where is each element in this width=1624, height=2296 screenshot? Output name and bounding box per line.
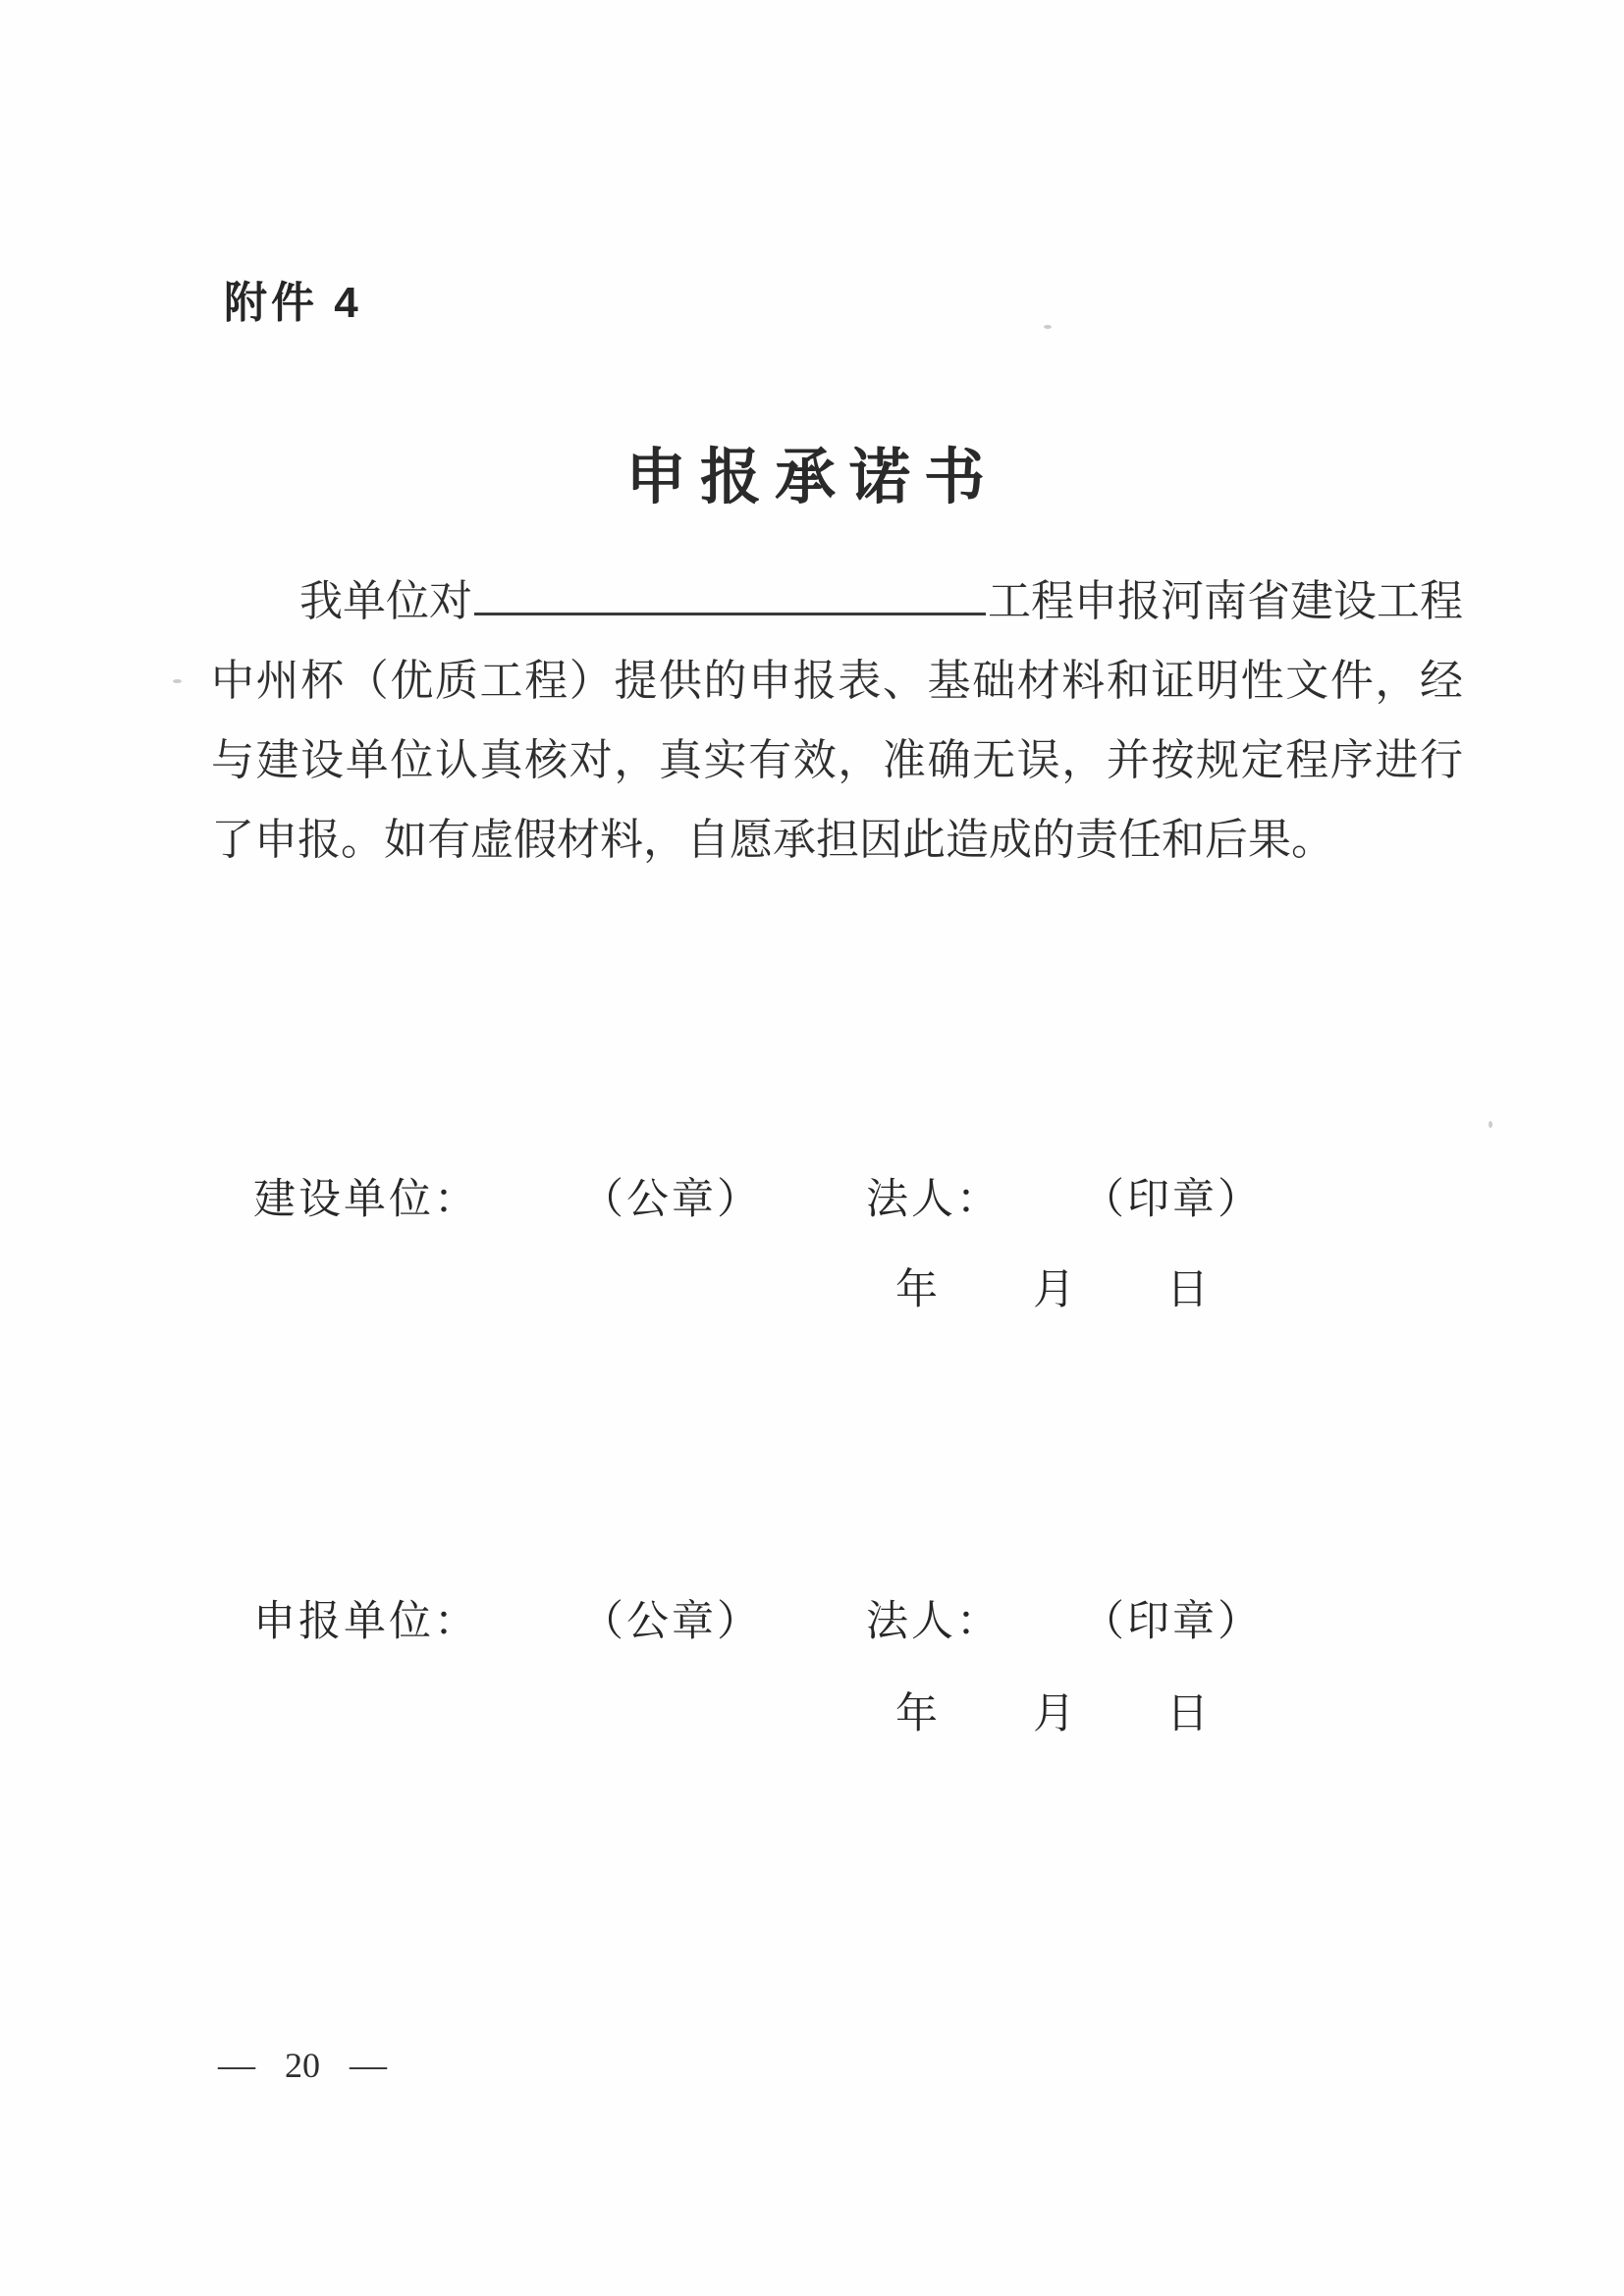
declaring-unit-legal-person-label: 法人： bbox=[866, 1599, 1001, 1645]
declaring-unit-year-label: 年 bbox=[895, 1691, 938, 1737]
declaring-unit-day-label: 日 bbox=[1166, 1691, 1209, 1737]
project-name-blank-field bbox=[474, 564, 986, 615]
construction-unit-day-label: 日 bbox=[1166, 1267, 1209, 1313]
scan-speck bbox=[1044, 325, 1052, 329]
declaration-paragraph bbox=[211, 561, 1463, 880]
paragraph-line-1 bbox=[211, 561, 1463, 641]
paragraph-line-4: 了申报。如有虚假材料，自愿承担因此造成的责任和后果。 bbox=[211, 816, 1334, 864]
construction-unit-date-row bbox=[0, 1256, 1624, 1311]
declaring-unit-official-seal-label: （公章） bbox=[581, 1599, 762, 1645]
declaring-unit-signature-row bbox=[0, 1588, 1624, 1647]
line1-prefix-text: 我单位对 bbox=[299, 577, 472, 625]
paragraph-line-2: 中州杯（优质工程）提供的申报表、基础材料和证明性文件，经 bbox=[211, 657, 1463, 705]
paragraph-line-3: 与建设单位认真核对，真实有效，准确无误，并按规定程序进行 bbox=[211, 736, 1463, 784]
footer-left-dash: — bbox=[218, 2045, 255, 2086]
page-title: 申报承诺书 bbox=[624, 445, 999, 511]
attachment-label: 附件 4 bbox=[224, 279, 362, 327]
scan-speck bbox=[1489, 1121, 1492, 1128]
construction-unit-label: 建设单位： bbox=[253, 1177, 479, 1223]
footer-right-dash: — bbox=[350, 2045, 387, 2086]
construction-unit-official-seal-label: （公章） bbox=[581, 1177, 762, 1223]
construction-unit-legal-person-label: 法人： bbox=[866, 1177, 1001, 1223]
page-footer bbox=[218, 2044, 387, 2087]
declaring-unit-date-row bbox=[0, 1681, 1624, 1735]
scan-speck bbox=[173, 679, 182, 683]
construction-unit-month-label: 月 bbox=[1033, 1267, 1075, 1313]
declaring-unit-month-label: 月 bbox=[1033, 1691, 1075, 1737]
page-number: 20 bbox=[285, 2046, 320, 2085]
construction-unit-signature-row bbox=[0, 1166, 1624, 1225]
construction-unit-year-label: 年 bbox=[895, 1267, 938, 1313]
declaring-unit-label: 申报单位： bbox=[253, 1599, 479, 1645]
declaring-unit-personal-stamp-label: （印章） bbox=[1082, 1599, 1263, 1645]
construction-unit-personal-stamp-label: （印章） bbox=[1082, 1177, 1263, 1223]
line1-suffix-text: 工程申报河南省建设工程 bbox=[988, 577, 1463, 625]
